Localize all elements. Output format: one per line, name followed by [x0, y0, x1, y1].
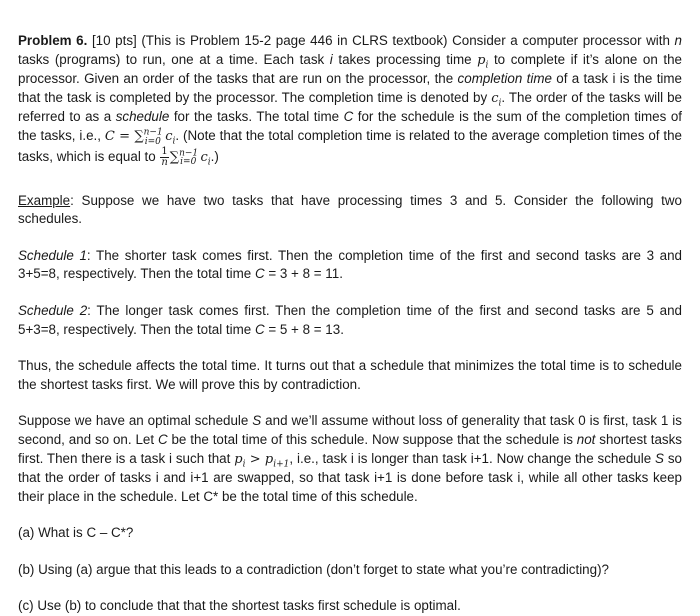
example-text: : Suppose we have two tasks that have processing times 3 and 5. Consider the following two schedules. [18, 192, 682, 227]
math-average-formula: ∑$^{n-1}_{i=0}$ $c_i$ [169, 148, 211, 168]
var-i: i [329, 51, 333, 67]
question-c: (c) Use (b) to conclude that that the shortest tasks first schedule is optimal. [18, 598, 461, 614]
schedule2-text: = 5 + 8 = 13. [264, 321, 344, 337]
math-total-formula: C = ∑$^{n-1}_{i=0}$ $c_i$ [104, 127, 176, 147]
problem-text: of a task i is the time that the task is completed by the processor. The completion time is denoted by [18, 71, 682, 105]
schedule1-paragraph [18, 247, 682, 284]
problem-text: .) [210, 148, 219, 164]
schedule1-text: : The shorter task comes first. Then the completion time of the first and second tasks are 3 and 3+5=8, respectively. Then the total time [18, 247, 682, 282]
var-S: S [655, 450, 664, 466]
question-b: (b) Using (a) argue that this leads to a contradiction (don’t forget to state what you’re contradicting)? [18, 561, 609, 577]
problem-statement [18, 32, 682, 168]
schedule2-text: : The longer task comes first. Then the completion time of the first and second tasks are 5 and 5+3=8, respectively. Then the total time [18, 302, 682, 337]
suppose-paragraph [18, 412, 682, 506]
thus-paragraph: Thus, the schedule affects the total time. It turns out that a schedule that minimizes the total time is to schedule the shortest tasks first. We will prove this by contradiction. [18, 358, 682, 392]
schedule2-paragraph [18, 302, 682, 339]
schedule2-label: Schedule 2 [18, 302, 88, 318]
suppose-text: so that the order of tasks i and i+1 are swapped, so that task i+1 is done before task i, while all other tasks keep their place in the schedule. Let C* be the total time of this schedule. [18, 450, 682, 504]
example-paragraph [18, 192, 682, 229]
suppose-text: shortest tasks first. Then there is a task i such that [18, 431, 683, 466]
suppose-text: Suppose we have an optimal schedule [18, 413, 253, 429]
var-C: C [157, 431, 168, 447]
suppose-text: be the total time of this schedule. Now suppose that the schedule is [167, 431, 577, 447]
math-ci: $c_i$ [491, 90, 502, 109]
problem-document [18, 32, 682, 616]
problem-text: (This is Problem 15-2 page 446 in CLRS textbook) Consider a computer processor with [136, 33, 675, 48]
math-pi: $p_i$ [477, 52, 489, 71]
problem-text: for the tasks. The total time [169, 109, 344, 125]
problem-heading: Problem 6. [18, 33, 88, 48]
term-schedule: schedule [115, 109, 170, 125]
question-a: (a) What is C – C*? [18, 525, 134, 541]
example-label: Example [18, 192, 71, 208]
problem-text: for the schedule is the sum of the completion times of the tasks, i.e., [18, 109, 682, 143]
problem-text: . (Note that the total completion time is related to the average completion times of the tasks, which is equal to [18, 127, 682, 164]
term-completion-time: completion time [457, 71, 552, 87]
var-n: n [674, 33, 682, 48]
suppose-text: and we’ll assume without loss of generality that task 0 is first, task 1 is second, and so on. Let [18, 413, 682, 447]
problem-points: [10 pts] [91, 33, 137, 48]
schedule1-text: = 3 + 8 = 11. [264, 266, 343, 282]
var-C: C [254, 321, 265, 337]
var-C: C [254, 266, 265, 282]
problem-text: takes processing time [332, 51, 478, 67]
problem-text: tasks (programs) to run, one at a time. Each task [18, 51, 330, 67]
problem-text: . The order of the tasks will be referred to as a [18, 89, 682, 125]
problem-text: to complete if it’s alone on the processor. Given an order of the tasks that are run on the processor, the [18, 51, 683, 87]
math-inequality: $p_i > p_{i+1}$ [234, 451, 290, 470]
emphasis-not: not [576, 431, 596, 447]
var-S: S [252, 413, 262, 429]
schedule1-label: Schedule 1 [18, 247, 87, 263]
suppose-text: , i.e., task i is longer than task i+1. Now change the schedule [289, 450, 656, 466]
var-C: C [343, 109, 354, 125]
math-fraction: $\frac{1}{n}$ [161, 145, 168, 168]
